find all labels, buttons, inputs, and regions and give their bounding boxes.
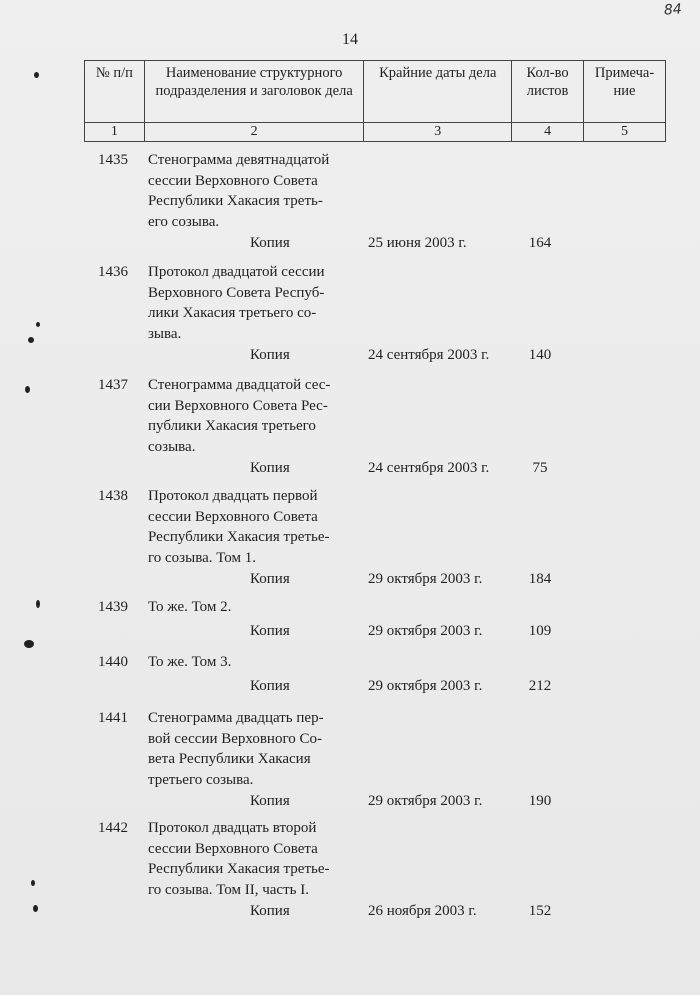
entry-dates: 29 октября 2003 г. xyxy=(368,623,483,639)
col-header-title: Наименование структурного подразделения и заголовок дела xyxy=(144,61,364,123)
col-index-3: 3 xyxy=(364,123,512,142)
entry-title xyxy=(148,818,358,900)
col-header-sheets: Кол-во листов xyxy=(512,61,584,123)
entry-dates: 29 октября 2003 г. xyxy=(368,792,483,809)
entry-number: 1436 xyxy=(98,264,128,280)
entry-title xyxy=(148,486,358,568)
entry-dates: 24 сентября 2003 г. xyxy=(368,459,490,476)
entry-title-line: Стенограмма двадцатой сес- xyxy=(148,377,331,393)
entry-title-line: Верховного Совета Респуб- xyxy=(148,284,325,301)
entry-title-line: третьего созыва. xyxy=(148,771,254,788)
scan-speck xyxy=(34,72,39,78)
entry-dates: 24 сентября 2003 г. xyxy=(368,346,490,363)
entry-number: 1437 xyxy=(98,377,128,393)
entry-sheet-count: 152 xyxy=(528,902,552,919)
entry-sheet-count: 190 xyxy=(528,792,552,809)
entry-title-line: сессии Верховного Совета xyxy=(148,172,318,189)
entry-copy-mark: Копия xyxy=(250,623,290,639)
entry-number: 1438 xyxy=(98,488,128,504)
inventory-table-header xyxy=(84,60,666,142)
entry-copy-mark: Копия xyxy=(250,678,290,694)
entry-title xyxy=(148,375,358,457)
col-index-4: 4 xyxy=(512,123,584,142)
entry-title xyxy=(148,708,358,790)
col-header-notes: Примеча-ние xyxy=(584,61,666,123)
scan-speck xyxy=(25,386,30,393)
entry-dates: 25 июня 2003 г. xyxy=(368,234,467,251)
entry-title-line: То же. Том 2. xyxy=(148,599,232,615)
col-header-number: № п/п xyxy=(85,61,145,123)
scan-speck xyxy=(31,880,35,886)
entry-copy-mark: Копия xyxy=(250,459,290,476)
entry-title-line: Республики Хакасия треть- xyxy=(148,193,323,209)
scan-speck xyxy=(36,600,40,608)
scan-speck xyxy=(33,905,38,912)
entry-copy-mark: Копия xyxy=(250,346,290,363)
entry-title-line: вета Республики Хакасия xyxy=(148,751,311,767)
entry-title-line: публики Хакасия третьего xyxy=(148,418,316,434)
entry-number: 1439 xyxy=(98,599,128,615)
col-index-1: 1 xyxy=(85,123,145,142)
entry-title-line: лики Хакасия третьего со- xyxy=(148,305,317,321)
col-index-5: 5 xyxy=(584,123,666,142)
entry-copy-mark: Копия xyxy=(250,792,290,809)
entry-copy-mark: Копия xyxy=(250,570,290,587)
entry-title-line: Стенограмма девятнадцатой xyxy=(148,152,330,168)
entry-title-line: го созыва. Том 1. xyxy=(148,549,256,566)
entry-title-line: го созыва. Том II, часть I. xyxy=(148,881,309,898)
entry-title-line: вой сессии Верховного Со- xyxy=(148,730,322,747)
entry-number: 1442 xyxy=(98,820,128,836)
entry-dates: 26 ноября 2003 г. xyxy=(368,902,477,919)
col-header-dates: Крайние даты дела xyxy=(364,61,512,123)
entry-dates: 29 октября 2003 г. xyxy=(368,678,483,694)
col-index-2: 2 xyxy=(144,123,364,142)
entry-number: 1441 xyxy=(98,710,128,726)
entry-title-line: Стенограмма двадцать пер- xyxy=(148,710,324,726)
entry-dates: 29 октября 2003 г. xyxy=(368,570,483,587)
archive-sheet-number: 84 xyxy=(663,1,683,19)
entry-title xyxy=(148,262,358,344)
entry-number: 1435 xyxy=(98,152,128,168)
scan-speck xyxy=(28,337,34,343)
entry-sheet-count: 212 xyxy=(528,678,552,694)
entry-title-line: Республики Хакасия третье- xyxy=(148,529,330,545)
entry-title-line: Протокол двадцать первой xyxy=(148,488,318,504)
entry-sheet-count: 75 xyxy=(532,459,548,476)
entry-title-line: Протокол двадцатой сессии xyxy=(148,264,325,280)
entry-title-line: зыва. xyxy=(148,325,182,342)
column-headers-row xyxy=(85,61,666,123)
column-index-row xyxy=(85,123,666,142)
entry-sheet-count: 184 xyxy=(528,570,552,587)
scan-speck xyxy=(24,640,34,648)
entry-title-line: его созыва. xyxy=(148,213,220,230)
entry-title-line: Протокол двадцать второй xyxy=(148,820,317,836)
entry-title-line: сессии Верховного Совета xyxy=(148,508,318,525)
page-number: 14 xyxy=(342,31,358,48)
entry-title-line: Республики Хакасия третье- xyxy=(148,861,330,877)
entry-sheet-count: 109 xyxy=(528,623,552,639)
entry-title xyxy=(148,652,358,673)
scan-speck xyxy=(36,322,40,327)
entry-copy-mark: Копия xyxy=(250,902,290,919)
entry-number: 1440 xyxy=(98,654,128,670)
entry-copy-mark: Копия xyxy=(250,234,290,251)
entry-sheet-count: 164 xyxy=(528,234,552,251)
entry-title-line: созыва. xyxy=(148,438,196,455)
entry-title-line: сессии Верховного Совета xyxy=(148,840,318,857)
entry-title xyxy=(148,597,358,618)
entry-title-line: То же. Том 3. xyxy=(148,654,232,670)
entry-title xyxy=(148,150,358,232)
entry-sheet-count: 140 xyxy=(528,346,552,363)
entry-title-line: сии Верховного Совета Рес- xyxy=(148,397,328,414)
